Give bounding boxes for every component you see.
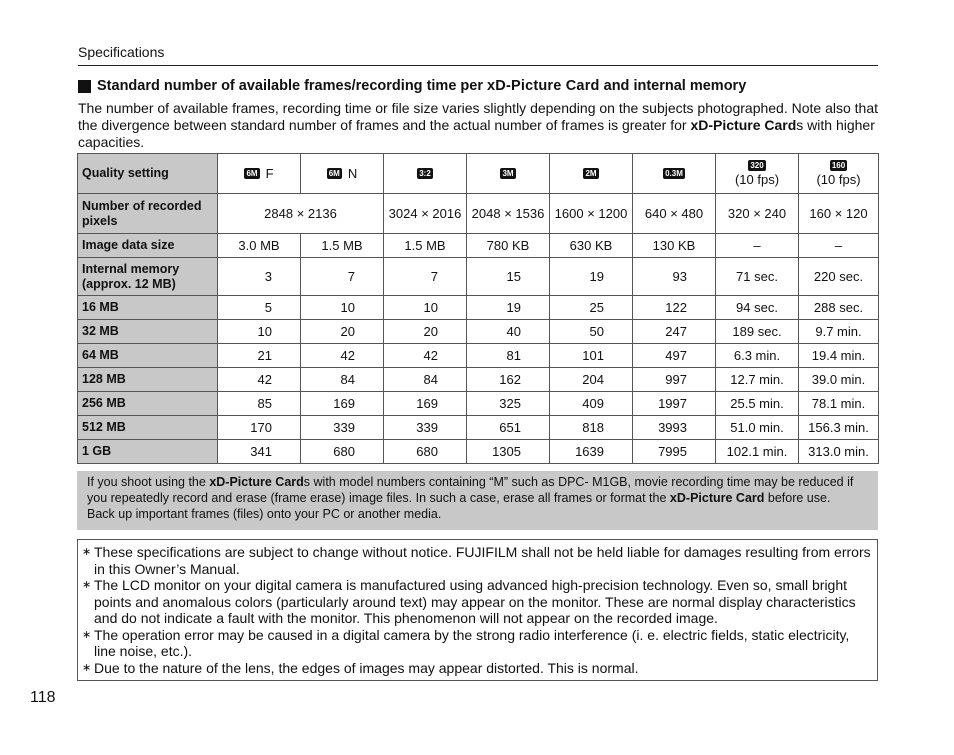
section-title [78,78,746,94]
size-cell: 3.0 MB [218,234,301,258]
table-cell: 42 [301,344,384,368]
table-cell: 19 [467,296,550,320]
table-cell: 71 sec. [716,258,799,296]
intro-card-name: xD-Picture Card [690,117,797,133]
pixels-cell: 320 × 240 [716,194,799,234]
table-cell: 10 [384,296,467,320]
table-cell: 25 [550,296,633,320]
table-cell: 651 [467,416,550,440]
table-cell: 5 [218,296,301,320]
quality-inner [552,168,630,179]
size-cell: 780 KB [467,234,550,258]
table-cell: 20 [384,320,467,344]
pixels-cell: 640 × 480 [633,194,716,234]
row-label: 512 MB [78,416,218,440]
table-cell: 19 [550,258,633,296]
table-cell: 3 [218,258,301,296]
table-cell: 25.5 min. [716,392,799,416]
disclaimer-item [82,577,871,627]
frames-table [77,153,879,464]
quality-suffix: F [265,166,274,181]
table-row-quality [78,154,879,194]
header-divider [78,65,878,66]
quality-inner [220,166,298,181]
table-cell: 19.4 min. [799,344,879,368]
quality-stack [718,160,796,188]
table-cell: 7 [384,258,467,296]
disclaimer-box [77,539,878,681]
table-row-pixels [78,194,879,234]
table-cell: 341 [218,440,301,464]
asterisk-bullet: ∗ [82,661,92,674]
size-cell: 1.5 MB [384,234,467,258]
table-cell: 51.0 min. [716,416,799,440]
size-cell: 130 KB [633,234,716,258]
table-cell: 7 [301,258,384,296]
quality-inner [635,168,713,179]
quality-mode-icon: 0.3M [665,169,683,178]
table-cell: 220 sec. [799,258,879,296]
table-cell: 84 [301,368,384,392]
table-cell: 189 sec. [716,320,799,344]
quality-cell [550,154,633,194]
table-cell: 85 [218,392,301,416]
table-cell: 339 [384,416,467,440]
note-card-name: xD-Picture Card [209,475,304,489]
square-bullet-icon [78,80,91,93]
size-cell: 630 KB [550,234,633,258]
table-cell: 170 [218,416,301,440]
quality-mode-icon: 6M [328,169,340,178]
asterisk-bullet: ∗ [82,546,92,558]
table-row [78,440,879,464]
table-cell: 204 [550,368,633,392]
table-cell: 1305 [467,440,550,464]
size-cell: – [799,234,879,258]
quality-cell [301,154,384,194]
table-cell: 78.1 min. [799,392,879,416]
table-cell: 12.7 min. [716,368,799,392]
intro-paragraph [78,100,880,151]
quality-mode-icon: 320 [750,160,764,170]
table-cell: 288 sec. [799,296,879,320]
pixels-cell: 3024 × 2016 [384,194,467,234]
quality-cell [218,154,301,194]
disclaimer-text: These specifications are subject to change without notice. FUJIFILM shall not be held liable for damages resulting from errors in this Owner’s Manual. [94,544,871,577]
table-cell: 21 [218,344,301,368]
row-label: 1 GB [78,440,218,464]
disclaimer-text: The operation error may be caused in a digital camera by the strong radio interference (i. e. electric fields, static electricity, line noise, etc.). [94,626,850,659]
table-cell: 325 [467,392,550,416]
table-cell: 409 [550,392,633,416]
note-card-name-2: xD-Picture Card [669,491,765,505]
disclaimer-item [82,660,871,677]
table-cell: 101 [550,344,633,368]
table-cell: 93 [633,258,716,296]
table-row [78,344,879,368]
pixels-cell: 2048 × 1536 [467,194,550,234]
running-header: Specifications [78,44,165,60]
table-row [78,368,879,392]
intro-text-end: s with higher capacities. [78,117,875,150]
table-row [78,296,879,320]
table-cell: 680 [384,440,467,464]
table-cell: 313.0 min. [799,440,879,464]
disclaimer-item [82,544,871,577]
table-cell: 3993 [633,416,716,440]
frame-rate-label: (10 fps) [816,171,861,187]
table-cell: 94 sec. [716,296,799,320]
disclaimer-text: The LCD monitor on your digital camera is manufactured using advanced high-precision technology. Even so, small bright points and anomalous colors (particularly around text) may appear on the monitor. These are normal display characteristics and do not indicate a fault with the monitor. This phenomenon will not appear on the recorded image. [94,577,856,626]
table-cell: 247 [633,320,716,344]
pixels-cell: 160 × 120 [799,194,879,234]
table-cell: 39.0 min. [799,368,879,392]
intro-text: The number of available frames, recording time or file size varies slightly depending on the subjects photographed. Note also that the divergence between standard number of frames and the actual number of frames is greater for [78,100,879,133]
table-row-size [78,234,879,258]
note-text-end: before use. Back up important frames (files) onto your PC or another media. [87,491,831,521]
pixels-cell: 2848 × 2136 [218,194,384,234]
table-cell: 20 [301,320,384,344]
section-title-pre: Standard number of available frames/recording time per [97,78,483,94]
disclaimer-item [82,627,871,660]
table-cell: 84 [384,368,467,392]
row-label-size: Image data size [78,234,218,258]
quality-cell [799,154,879,194]
table-cell: 818 [550,416,633,440]
frame-rate-label: (10 fps) [734,171,780,187]
quality-mode-icon: 3:2 [419,169,431,178]
quality-stack [801,160,876,188]
quality-mode-icon: 160 [831,160,846,170]
table-cell: 102.1 min. [716,440,799,464]
table-cell: 122 [633,296,716,320]
quality-cell [384,154,467,194]
size-cell: 1.5 MB [301,234,384,258]
pixels-cell: 1600 × 1200 [550,194,633,234]
table-cell: 10 [301,296,384,320]
table-cell: 997 [633,368,716,392]
row-label: Internal memory (approx. 12 MB) [78,258,218,296]
quality-cell [467,154,550,194]
table-cell: 42 [384,344,467,368]
quality-inner [386,168,464,179]
section-title-post: and internal memory [603,78,747,94]
asterisk-bullet: ∗ [82,628,92,641]
table-cell: 7995 [633,440,716,464]
table-cell: 339 [301,416,384,440]
table-cell: 680 [301,440,384,464]
quality-cell [633,154,716,194]
table-cell: 156.3 min. [799,416,879,440]
quality-mode-icon: 6M [246,169,258,178]
quality-suffix: N [347,166,358,181]
quality-inner [469,168,547,179]
row-label: 32 MB [78,320,218,344]
note-text-middle: s with model numbers containing “M” such as DPC- M1GB, movie recording time may be reduced if you repeatedly record and erase (frame erase) image files. In such a case, erase all frames or format the [87,475,854,505]
asterisk-bullet: ∗ [82,579,92,591]
row-label: 64 MB [78,344,218,368]
table-cell: 1997 [633,392,716,416]
table-cell: 42 [218,368,301,392]
note-text: If you shoot using the [87,475,210,489]
row-label: 128 MB [78,368,218,392]
table-cell: 1639 [550,440,633,464]
table-cell: 10 [218,320,301,344]
row-label: 256 MB [78,392,218,416]
row-label-pixels: Number of recorded pixels [78,194,218,234]
table-row [78,416,879,440]
table-row [78,320,879,344]
row-label: 16 MB [78,296,218,320]
table-cell: 6.3 min. [716,344,799,368]
size-cell: – [716,234,799,258]
quality-cell [716,154,799,194]
quality-inner [303,166,381,181]
table-cell: 169 [384,392,467,416]
quality-mode-icon: 2M [585,169,597,178]
disclaimer-text: Due to the nature of the lens, the edges of images may appear distorted. This is normal. [94,659,639,676]
table-cell: 40 [467,320,550,344]
page-number: 118 [30,689,56,706]
table-cell: 9.7 min. [799,320,879,344]
table-cell: 497 [633,344,716,368]
table-row [78,392,879,416]
quality-mode-icon: 3M [502,169,514,178]
memory-note [77,471,878,530]
table-cell: 50 [550,320,633,344]
table-cell: 81 [467,344,550,368]
row-label-quality: Quality setting [78,154,218,194]
table-row [78,258,879,296]
table-cell: 162 [467,368,550,392]
section-title-card: xD-Picture Card [487,78,600,94]
table-cell: 169 [301,392,384,416]
table-cell: 15 [467,258,550,296]
